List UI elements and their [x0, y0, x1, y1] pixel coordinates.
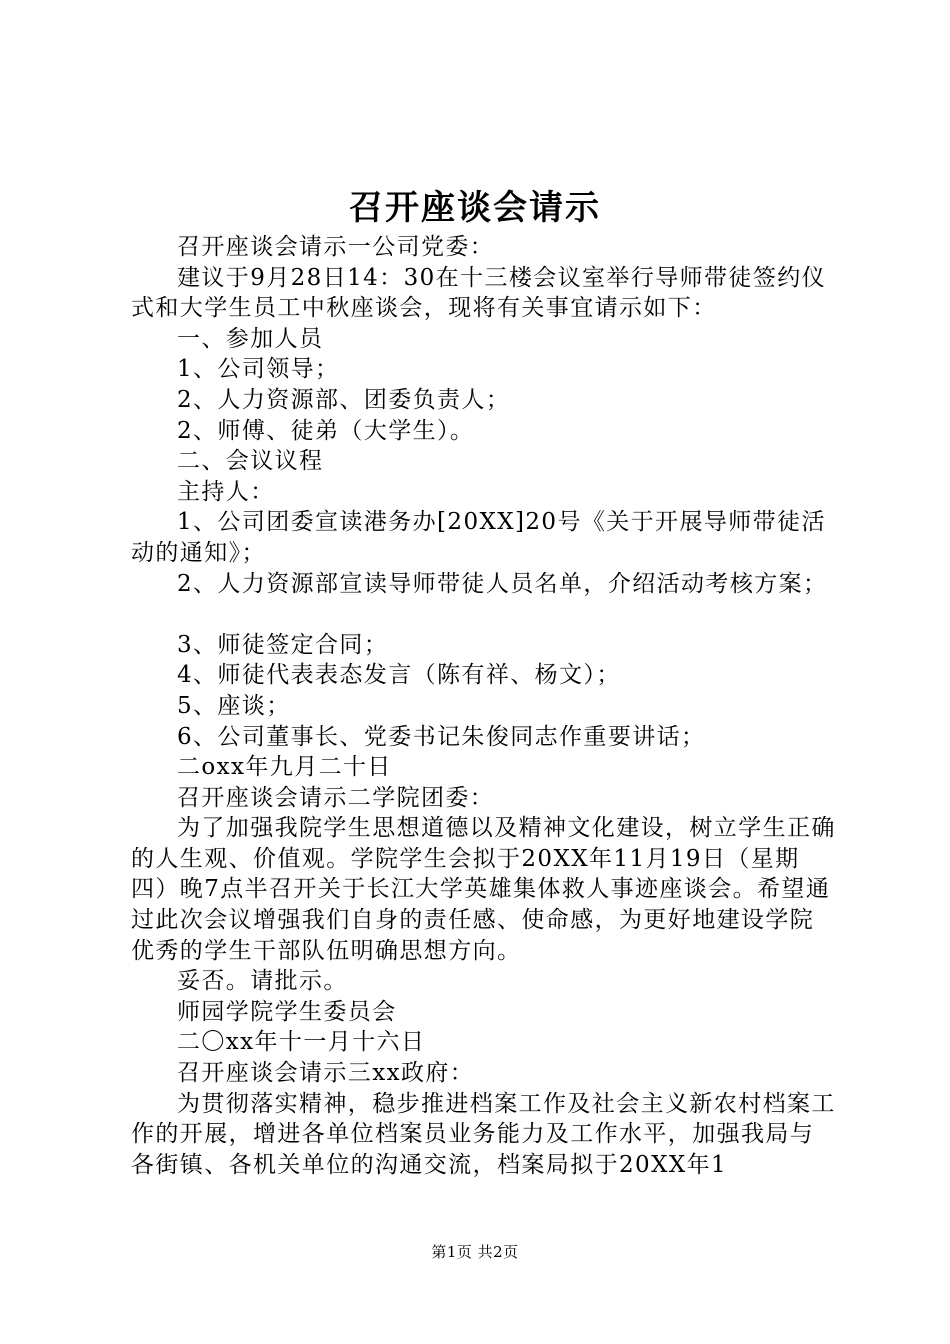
blank-line: [131, 599, 836, 630]
paragraph: 2、人力资源部、团委负责人；: [177, 386, 511, 413]
paragraph: 召开座谈会请示一公司党委：: [177, 234, 495, 260]
page-footer: 第1页 共2页: [431, 1243, 519, 1261]
paragraph: 一、参加人员: [177, 325, 324, 352]
paragraph: 1、公司团委宣读港务办[20XX]20号《关于开展导师带徒活动的通知》；: [131, 509, 826, 566]
paragraph: 3、师徒签定合同；: [177, 631, 389, 658]
paragraph: 二oxx年九月二十日: [177, 754, 392, 781]
paragraph: 4、师徒代表表态发言（陈有祥、杨文）；: [177, 662, 621, 689]
paragraph: 5、座谈；: [177, 692, 291, 719]
paragraph: 为贯彻落实精神，稳步推进档案工作及社会主义新农村档案工作的开展，增进各单位档案员业务能力及工作水平，加强我局与各街镇、各机关单位的沟通交流，档案局拟于20XX年1: [131, 1090, 836, 1178]
paragraph: 6、公司董事长、党委书记朱俊同志作重要讲话；: [177, 723, 706, 750]
paragraph: 为了加强我院学生思想道德以及精神文化建设，树立学生正确的人生观、价值观。学院学生会拟于20XX年11月19日（星期四）晚7点半召开关于长江大学英雄集体救人事迹座谈会。希望通过此次会议增强我们自身的责任感、使命感，为更好地建设学院优秀的学生干部队伍明确思想方向。: [131, 815, 836, 964]
document-title: 召开座谈会请示: [349, 188, 601, 228]
paragraph: 2、人力资源部宣读导师带徒人员名单，介绍活动考核方案；: [177, 570, 828, 597]
paragraph: 2、师傅、徒弟（大学生）。: [177, 417, 475, 444]
paragraph: 师园学院学生委员会: [177, 998, 397, 1025]
paragraph: 1、公司领导；: [177, 356, 340, 383]
paragraph: 召开座谈会请示三xx政府：: [177, 1060, 475, 1087]
paragraph: 主持人：: [177, 478, 275, 505]
paragraph: 建议于9月28日14：30在十三楼会议室举行导师带徒签约仪式和大学生员工中秋座谈会，现将有关事宜请示如下：: [131, 264, 827, 322]
paragraph: 二、会议议程: [177, 448, 324, 475]
paragraph: 召开座谈会请示二学院团委：: [177, 784, 495, 811]
paragraph: 二〇xx年十一月十六日: [177, 1029, 426, 1056]
paragraph: 妥否。请批示。: [177, 968, 348, 995]
document-body: [131, 232, 836, 1180]
